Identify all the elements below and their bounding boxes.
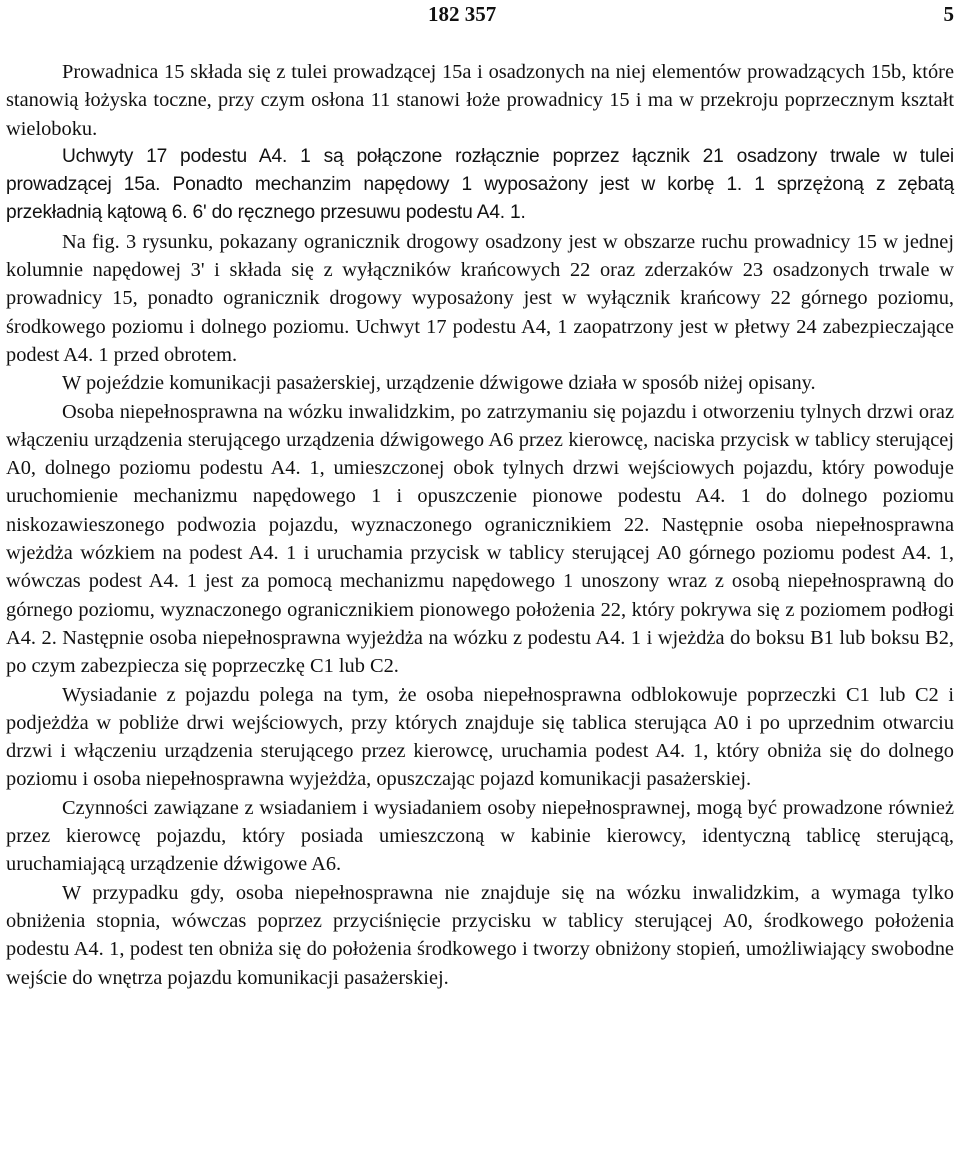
page-header — [0, 0, 960, 32]
paragraph-driver-control: Czynności zawiązane z wsiadaniem i wysiadaniem osoby niepełnosprawnej, mogą być prowadzone również przez kierowcę pojazdu, który posiada umieszczoną w kabinie kierowcy, identyczną tablicę sterującą, uruchamiającą urządzenie dźwigowe A6. — [6, 796, 954, 876]
paragraph-alighting: Wysiadanie z pojazdu polega na tym, że osoba niepełnosprawna odblokowuje poprzeczki C1 lub C2 i podjeżdża w pobliże drwi wejściowych, przy których znajduje się tablica sterująca A0 i po uprzednim otwarciu drzwi i włączeniu urządzenia sterującego przez kierowcę, uruchamia podest A4. 1, który obniża się do dolnego poziomu i osoba niepełnosprawna wyjeżdża, opuszczając pojazd komunikacji pasażerskiej. — [6, 683, 954, 791]
paragraph-boarding: Osoba niepełnosprawna na wózku inwalidzkim, po zatrzymaniu się pojazdu i otworzeniu tylnych drzwi oraz włączeniu urządzenia sterującego urządzenia dźwigowego A6 przez kierowcę, naciska przycisk w tablicy sterującej A0, dolnego poziomu podestu A4. 1, umieszczonej obok tylnych drzwi wejściowych pojazdu, który powoduje uruchomienie mechanizmu napędowego 1 i opuszczenie pionowe podestu A4. 1 do dolnego poziomu niskozawieszonego podwozia pojazdu, wyznaczonego ogranicznikiem 22. Następnie osoba niepełnosprawna wjeżdża wózkiem na podest A4. 1 i uruchamia przycisk w tablicy sterującej A0 górnego poziomu podest A4. 1, wówczas podest A4. 1 jest za pomocą mechanizmu napędowego 1 unoszony wraz z osobą niepełnosprawną do górnego poziomu, wyznaczonego ogranicznikiem pionowego położenia 22, który pokrywa się z poziomem podłogi A4. 2. Następnie osoba niepełnosprawna wyjeżdża na wózku z podestu A4. 1 i wjeżdża do boksu B1 lub boksu B2, po czym zabezpiecza się poprzeczkę C1 lub C2. — [6, 400, 954, 678]
paragraph-operation-intro: W pojeździe komunikacji pasażerskiej, urządzenie dźwigowe działa w sposób niżej opisany. — [62, 372, 816, 395]
document-number: 182 357 — [428, 2, 497, 26]
paragraph-lowered-step: W przypadku gdy, osoba niepełnosprawna nie znajduje się na wózku inwalidzkim, a wymaga tylko obniżenia stopnia, wówczas poprzez przyciśnięcie przycisku w tablicy sterującej A0, środkowego położenia podestu A4. 1, podest ten obniża się do położenia środkowego i tworzy obniżony stopień, umożliwiający swobodne wejście do wnętrza pojazdu komunikacji pasażerskiej. — [6, 881, 954, 989]
document-body — [6, 58, 954, 992]
paragraph-guide: Prowadnica 15 składa się z tulei prowadzącej 15a i osadzonych na niej elementów prowadzących 15b, które stanowią łożyska toczne, przy czym osłona 11 stanowi łoże prowadnicy 15 i ma w przekroju poprzecznym kształt wieloboku. — [6, 61, 954, 140]
paragraph-limiter: Na fig. 3 rysunku, pokazany ogranicznik drogowy osadzony jest w obszarze ruchu prowadnicy 15 w jednej kolumnie napędowej 3' i składa się z wyłączników krańcowych 22 oraz zderzaków 23 osadzonych trwale w prowadnicy 15, ponadto ogranicznik drogowy wyposażony jest w wyłącznik krańcowy 22 górnego poziomu, środkowego poziomu i dolnego poziomu. Uchwyt 17 podestu A4, 1 zaopatrzony jest w płetwy 24 zabezpieczające podest A4. 1 przed obrotem. — [6, 230, 954, 366]
paragraph-handles: Uchwyty 17 podestu A4. 1 są połączone rozłącznie poprzez łącznik 21 osadzony trwale w tulei prowadzącej 15a. Ponadto mechanzim napędowy 1 wyposażony jest w korbę 1. 1 sprzężoną z zębatą przekładnią kątową 6. 6' do ręcznego przesuwu podestu A4. 1. — [6, 145, 954, 224]
page-number: 5 — [943, 2, 954, 26]
